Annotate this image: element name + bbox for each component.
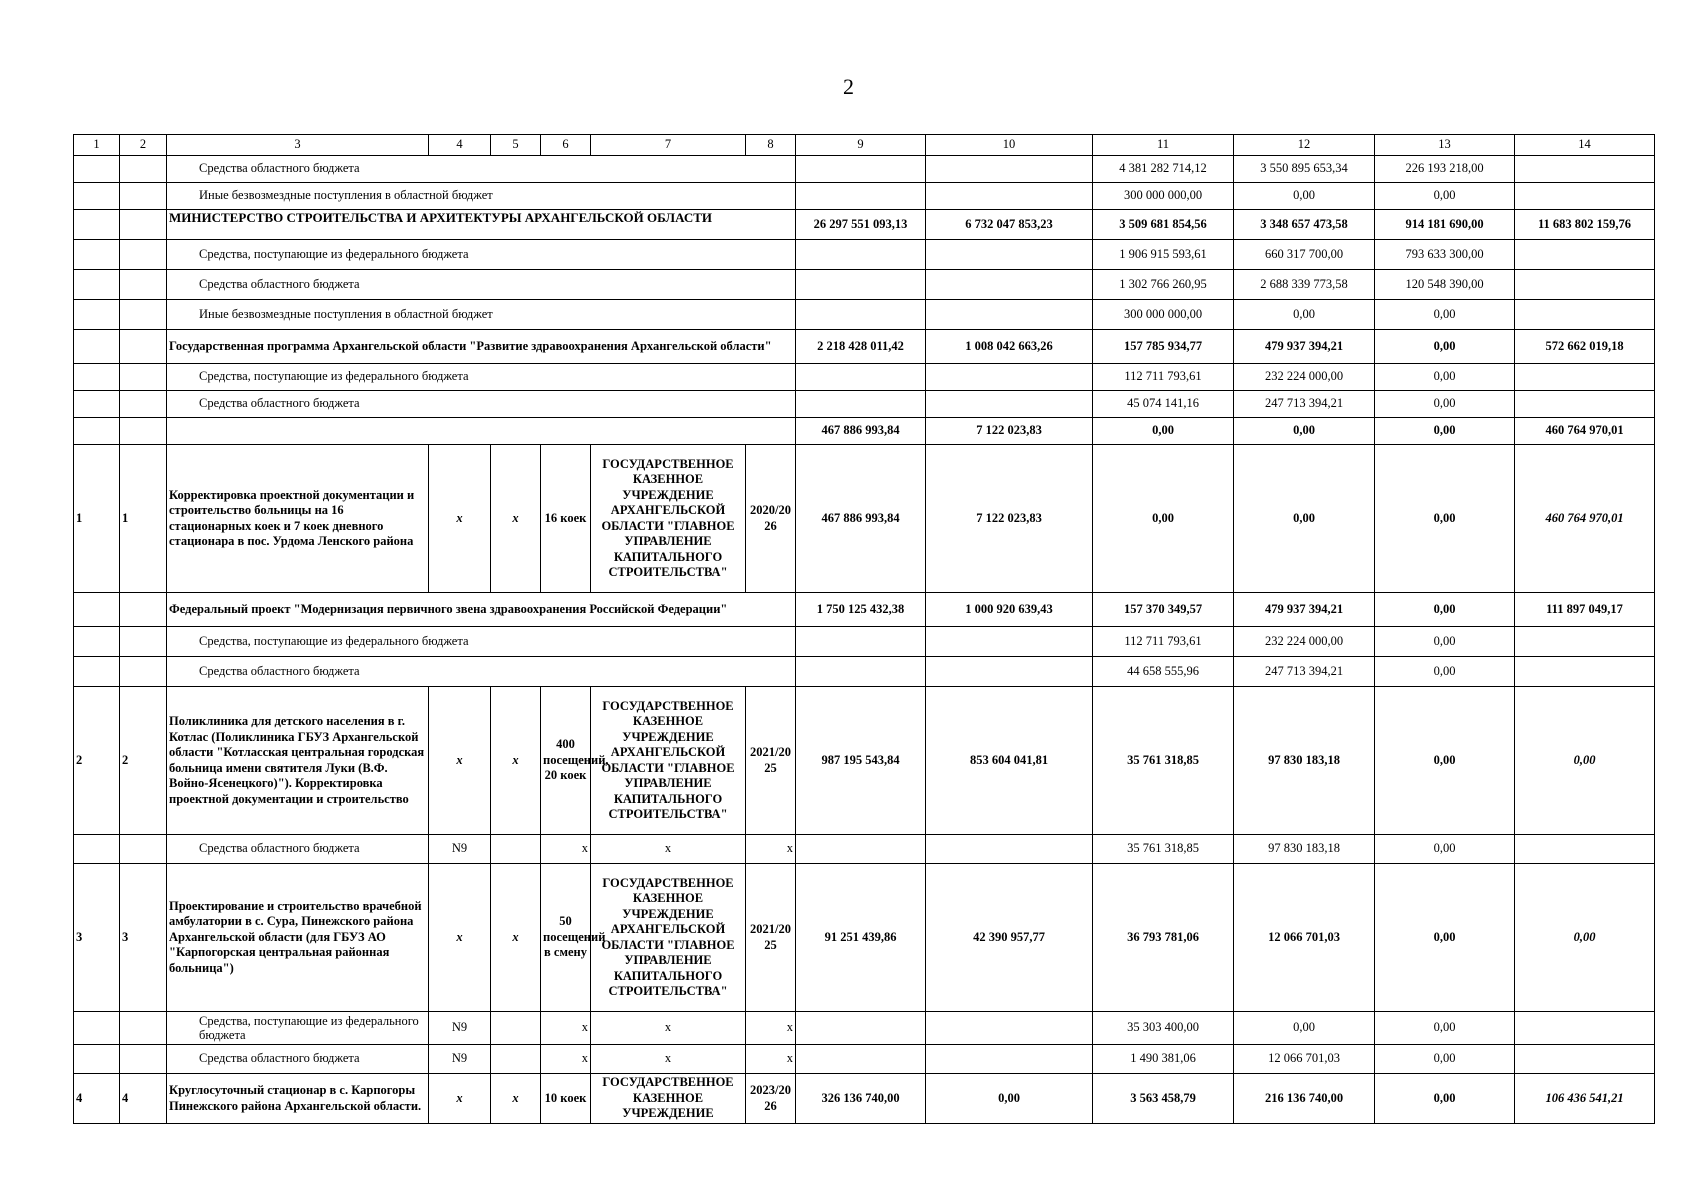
table-row: [74, 627, 1655, 657]
row-label: Средства, поступающие из федерального бюджета: [167, 627, 796, 657]
cell-c10: 42 390 957,77: [926, 864, 1093, 1012]
cell-c11: 1 302 766 260,95: [1093, 270, 1234, 300]
col-header: 5: [491, 135, 541, 156]
table-row: [74, 864, 1655, 1012]
cell-c10: 7 122 023,83: [926, 445, 1093, 593]
cell-c9: 467 886 993,84: [796, 418, 926, 445]
cell-c14: 111 897 049,17: [1515, 593, 1655, 627]
cell-c13: 0,00: [1375, 330, 1515, 364]
cell-n9: N9: [429, 835, 491, 864]
cell-x: x: [591, 835, 746, 864]
cell-c11: 44 658 555,96: [1093, 657, 1234, 687]
cell-c14: 106 436 541,21: [1515, 1074, 1655, 1124]
cell-c10: 1 008 042 663,26: [926, 330, 1093, 364]
budget-table: [73, 134, 1655, 1124]
cell-c14: 572 662 019,18: [1515, 330, 1655, 364]
cell-c12: 0,00: [1234, 300, 1375, 330]
cell-c12: 97 830 183,18: [1234, 687, 1375, 835]
cell-c13: 0,00: [1375, 627, 1515, 657]
cell-x: x: [541, 835, 591, 864]
row-label: Средства областного бюджета: [167, 1045, 429, 1074]
cell-c13: 793 633 300,00: [1375, 240, 1515, 270]
cell-c12: 2 688 339 773,58: [1234, 270, 1375, 300]
cell-c13: 0,00: [1375, 1045, 1515, 1074]
row-label: Средства областного бюджета: [167, 657, 796, 687]
cell-x: x: [491, 687, 541, 835]
cell-c13: 0,00: [1375, 593, 1515, 627]
row-label: Средства, поступающие из федерального бюджета: [167, 1012, 429, 1045]
row-number: 2: [120, 687, 167, 835]
cell-c13: 0,00: [1375, 1074, 1515, 1124]
cell-c10: 1 000 920 639,43: [926, 593, 1093, 627]
table-row: [74, 183, 1655, 210]
cell-c12: 479 937 394,21: [1234, 593, 1375, 627]
cell-c10: 6 732 047 853,23: [926, 210, 1093, 240]
col-header: 4: [429, 135, 491, 156]
cell-c11: 0,00: [1093, 418, 1234, 445]
table-row: [74, 657, 1655, 687]
cell-c13: 0,00: [1375, 1012, 1515, 1045]
cell-x: x: [541, 1045, 591, 1074]
cell-c11: 157 785 934,77: [1093, 330, 1234, 364]
cell-c11: 4 381 282 714,12: [1093, 156, 1234, 183]
cell-c11: 300 000 000,00: [1093, 300, 1234, 330]
project-name: Поликлиника для детского населения в г. Котлас (Поликлиника ГБУЗ Архангельской области "Котласская центральная городская больница имени святителя Луки (В.Ф. Войно-Ясенецкого)"). Корректировка проектной документации и строительство: [167, 687, 429, 835]
cell-c11: 35 761 318,85: [1093, 687, 1234, 835]
cell-c9: 26 297 551 093,13: [796, 210, 926, 240]
table-row: [74, 1012, 1655, 1045]
cell-c9: 467 886 993,84: [796, 445, 926, 593]
cell-c13: 0,00: [1375, 418, 1515, 445]
row-label: Средства областного бюджета: [167, 835, 429, 864]
col-header: 1: [74, 135, 120, 156]
page-number: 2: [843, 74, 854, 99]
table-row: [74, 364, 1655, 391]
period: 2020/2026: [746, 445, 796, 593]
cell-x: x: [429, 687, 491, 835]
project-name: Проектирование и строительство врачебной амбулатории в с. Сура, Пинежского района Архангельской области (для ГБУЗ АО "Карпогорская центральная районная больница"): [167, 864, 429, 1012]
table-row: [74, 240, 1655, 270]
cell-c13: 0,00: [1375, 687, 1515, 835]
period: 2021/2025: [746, 687, 796, 835]
row-number: 3: [74, 864, 120, 1012]
table-row: [74, 418, 1655, 445]
cell-c9: 1 750 125 432,38: [796, 593, 926, 627]
cell-c12: 0,00: [1234, 183, 1375, 210]
table-row: [74, 687, 1655, 835]
cell-c11: 35 303 400,00: [1093, 1012, 1234, 1045]
cell-c11: 0,00: [1093, 445, 1234, 593]
cell-c12: 12 066 701,03: [1234, 1045, 1375, 1074]
cell-c10: 7 122 023,83: [926, 418, 1093, 445]
cell-c13: 0,00: [1375, 835, 1515, 864]
cell-c12: 216 136 740,00: [1234, 1074, 1375, 1124]
col-header: 13: [1375, 135, 1515, 156]
row-label: Средства, поступающие из федерального бюджета: [167, 240, 796, 270]
cell-c11: 112 711 793,61: [1093, 364, 1234, 391]
cell-c9: 987 195 543,84: [796, 687, 926, 835]
cell-c13: 0,00: [1375, 364, 1515, 391]
cell-x: x: [491, 445, 541, 593]
cell-c12: 660 317 700,00: [1234, 240, 1375, 270]
col-header: 7: [591, 135, 746, 156]
cell-c12: 3 348 657 473,58: [1234, 210, 1375, 240]
table-row: [74, 1045, 1655, 1074]
organization: ГОСУДАРСТВЕННОЕ КАЗЕННОЕ УЧРЕЖДЕНИЕ: [591, 1074, 746, 1124]
table-row: [74, 445, 1655, 593]
cell-c14: 460 764 970,01: [1515, 445, 1655, 593]
cell-x: x: [746, 1045, 796, 1074]
row-label: Иные безвозмездные поступления в областной бюджет: [167, 300, 796, 330]
cell-c10: 0,00: [926, 1074, 1093, 1124]
row-label: Средства областного бюджета: [167, 156, 796, 183]
cell-c12: 247 713 394,21: [1234, 657, 1375, 687]
column-numbers-row: [74, 135, 1655, 156]
col-header: 14: [1515, 135, 1655, 156]
table-row: [74, 593, 1655, 627]
cell-x: x: [429, 445, 491, 593]
cell-c14: 460 764 970,01: [1515, 418, 1655, 445]
cell-c12: 0,00: [1234, 418, 1375, 445]
col-header: 9: [796, 135, 926, 156]
table-row: [74, 300, 1655, 330]
cell-x: x: [491, 864, 541, 1012]
table-row: [74, 330, 1655, 364]
cell-c11: 157 370 349,57: [1093, 593, 1234, 627]
row-label: Иные безвозмездные поступления в областной бюджет: [167, 183, 796, 210]
cell-c13: 226 193 218,00: [1375, 156, 1515, 183]
cell-c10: 853 604 041,81: [926, 687, 1093, 835]
cell-c12: 3 550 895 653,34: [1234, 156, 1375, 183]
row-number: 2: [74, 687, 120, 835]
col-header: 6: [541, 135, 591, 156]
cell-c11: 112 711 793,61: [1093, 627, 1234, 657]
row-label: Федеральный проект "Модернизация первичного звена здравоохранения Российской Федерации": [167, 593, 796, 627]
cell-c14: 0,00: [1515, 864, 1655, 1012]
cell-x: x: [591, 1012, 746, 1045]
row-number: 3: [120, 864, 167, 1012]
row-number: 1: [120, 445, 167, 593]
cell-n9: N9: [429, 1012, 491, 1045]
capacity: 10 коек: [541, 1074, 591, 1124]
table-row: [74, 210, 1655, 240]
cell-c13: 0,00: [1375, 657, 1515, 687]
cell-c12: 232 224 000,00: [1234, 364, 1375, 391]
cell-c9: 91 251 439,86: [796, 864, 926, 1012]
table-row: [74, 270, 1655, 300]
cell-c11: 35 761 318,85: [1093, 835, 1234, 864]
period: 2021/2025: [746, 864, 796, 1012]
cell-c12: 247 713 394,21: [1234, 391, 1375, 418]
row-number: 4: [120, 1074, 167, 1124]
cell-c12: 0,00: [1234, 445, 1375, 593]
cell-c11: 300 000 000,00: [1093, 183, 1234, 210]
organization: ГОСУДАРСТВЕННОЕ КАЗЕННОЕ УЧРЕЖДЕНИЕ АРХАНГЕЛЬСКОЙ ОБЛАСТИ "ГЛАВНОЕ УПРАВЛЕНИЕ КАПИТАЛЬНОГО СТРОИТЕЛЬСТВА": [591, 864, 746, 1012]
col-header: 12: [1234, 135, 1375, 156]
cell-c11: 1 906 915 593,61: [1093, 240, 1234, 270]
cell-x: x: [429, 1074, 491, 1124]
cell-c12: 97 830 183,18: [1234, 835, 1375, 864]
cell-c11: 3 563 458,79: [1093, 1074, 1234, 1124]
cell-x: x: [491, 1074, 541, 1124]
cell-c11: 3 509 681 854,56: [1093, 210, 1234, 240]
table-row: [74, 835, 1655, 864]
col-header: 3: [167, 135, 429, 156]
cell-x: x: [429, 864, 491, 1012]
capacity: 50 посещений в смену: [541, 864, 591, 1012]
cell-x: x: [591, 1045, 746, 1074]
period: 2023/2026: [746, 1074, 796, 1124]
row-label: Средства областного бюджета: [167, 391, 796, 418]
col-header: 10: [926, 135, 1093, 156]
cell-c13: 0,00: [1375, 864, 1515, 1012]
cell-c11: 45 074 141,16: [1093, 391, 1234, 418]
cell-n9: N9: [429, 1045, 491, 1074]
row-number: 4: [74, 1074, 120, 1124]
project-name: Круглосуточный стационар в с. Карпогоры Пинежского района Архангельской области.: [167, 1074, 429, 1124]
cell-c13: 0,00: [1375, 391, 1515, 418]
organization: ГОСУДАРСТВЕННОЕ КАЗЕННОЕ УЧРЕЖДЕНИЕ АРХАНГЕЛЬСКОЙ ОБЛАСТИ "ГЛАВНОЕ УПРАВЛЕНИЕ КАПИТАЛЬНОГО СТРОИТЕЛЬСТВА": [591, 445, 746, 593]
cell-c13: 0,00: [1375, 300, 1515, 330]
table-row: [74, 391, 1655, 418]
cell-c14: 0,00: [1515, 687, 1655, 835]
organization: ГОСУДАРСТВЕННОЕ КАЗЕННОЕ УЧРЕЖДЕНИЕ АРХАНГЕЛЬСКОЙ ОБЛАСТИ "ГЛАВНОЕ УПРАВЛЕНИЕ КАПИТАЛЬНОГО СТРОИТЕЛЬСТВА": [591, 687, 746, 835]
cell-c13: 914 181 690,00: [1375, 210, 1515, 240]
cell-c11: 1 490 381,06: [1093, 1045, 1234, 1074]
cell-c13: 0,00: [1375, 183, 1515, 210]
cell-x: x: [541, 1012, 591, 1045]
row-label: Средства, поступающие из федерального бюджета: [167, 364, 796, 391]
cell-c12: 12 066 701,03: [1234, 864, 1375, 1012]
col-header: 8: [746, 135, 796, 156]
cell-c9: 2 218 428 011,42: [796, 330, 926, 364]
row-label: Средства областного бюджета: [167, 270, 796, 300]
table-row: [74, 1074, 1655, 1124]
cell-x: x: [746, 1012, 796, 1045]
col-header: 11: [1093, 135, 1234, 156]
cell-x: x: [746, 835, 796, 864]
cell-c9: 326 136 740,00: [796, 1074, 926, 1124]
table-row: [74, 156, 1655, 183]
row-label: Государственная программа Архангельской области "Развитие здравоохранения Архангельской области": [167, 330, 796, 364]
capacity: 400 посещений, 20 коек: [541, 687, 591, 835]
row-label: МИНИСТЕРСТВО СТРОИТЕЛЬСТВА И АРХИТЕКТУРЫ АРХАНГЕЛЬСКОЙ ОБЛАСТИ: [167, 210, 796, 240]
cell-c12: 0,00: [1234, 1012, 1375, 1045]
col-header: 2: [120, 135, 167, 156]
row-number: 1: [74, 445, 120, 593]
cell-c12: 479 937 394,21: [1234, 330, 1375, 364]
capacity: 16 коек: [541, 445, 591, 593]
cell-c12: 232 224 000,00: [1234, 627, 1375, 657]
cell-c14: 11 683 802 159,76: [1515, 210, 1655, 240]
cell-c13: 0,00: [1375, 445, 1515, 593]
cell-c13: 120 548 390,00: [1375, 270, 1515, 300]
project-name: Корректировка проектной документации и строительство больницы на 16 стационарных коек и 7 коек дневного стационара в пос. Урдома Ленского района: [167, 445, 429, 593]
cell-c11: 36 793 781,06: [1093, 864, 1234, 1012]
